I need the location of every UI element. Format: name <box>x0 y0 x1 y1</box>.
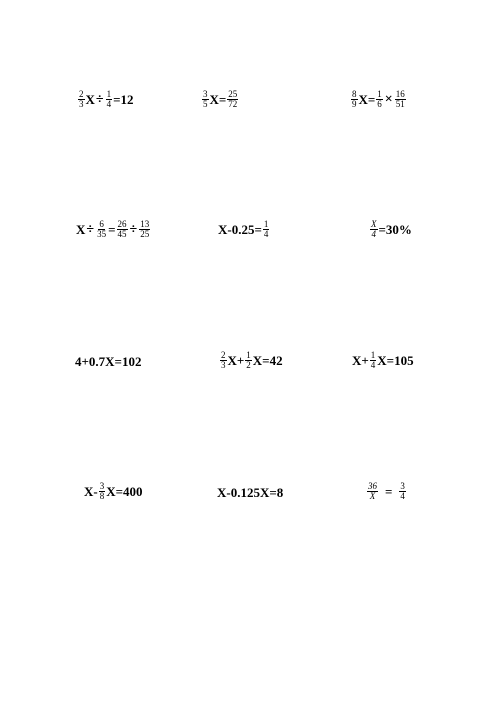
fraction: $\frac{1}{6}$ <box>377 89 382 110</box>
equation-6: $\frac{X}{4}$ =30% <box>371 219 412 240</box>
equation-8: $\frac{2}{3}$ X+ $\frac{1}{2}$ X=42 <box>221 350 283 371</box>
fraction: $\frac{36}{X}$ <box>368 481 377 502</box>
equation-3: $\frac{8}{9}$ X= $\frac{1}{6}$ × $\frac{16}{51}$ <box>352 89 405 110</box>
fraction: $\frac{13}{25}$ <box>140 219 150 240</box>
divide-sign: ÷ <box>129 221 138 237</box>
fraction: $\frac{3}{8}$ <box>99 481 105 502</box>
fraction: $\frac{X}{4}$ <box>371 219 377 240</box>
fraction: $\frac{16}{51}$ <box>395 89 405 110</box>
fraction: $\frac{8}{9}$ <box>352 89 357 110</box>
fraction: $\frac{1}{4}$ <box>106 89 112 110</box>
equation-9: X+ $\frac{1}{4}$ X=105 <box>352 350 414 371</box>
equation-12: $\frac{36}{X}$ = $\frac{3}{4}$ <box>368 481 405 502</box>
divide-sign: ÷ <box>95 91 104 107</box>
equation-10: X- $\frac{3}{8}$ X=400 <box>84 481 143 502</box>
equation-4: X ÷ $\frac{6}{35}$ = $\frac{26}{45}$ ÷ $\frac{13}{25}$ <box>76 219 150 240</box>
fraction: $\frac{3}{4}$ <box>400 481 405 502</box>
multiply-sign: × <box>384 91 393 107</box>
fraction: $\frac{6}{35}$ <box>97 219 107 240</box>
fraction: $\frac{25}{72}$ <box>228 89 238 110</box>
equation-5: X-0.25= $\frac{1}{4}$ <box>218 219 269 240</box>
divide-sign: ÷ <box>86 221 95 237</box>
fraction: $\frac{3}{5}$ <box>203 89 208 110</box>
equation-1: $\frac{2}{3}$ X ÷ $\frac{1}{4}$ =12 <box>79 89 134 110</box>
equation-2: $\frac{3}{5}$ X= $\frac{25}{72}$ <box>203 89 238 110</box>
fraction: $\frac{2}{3}$ <box>221 350 226 371</box>
fraction: $\frac{1}{2}$ <box>246 350 251 371</box>
fraction: $\frac{1}{4}$ <box>263 219 269 240</box>
fraction: $\frac{26}{45}$ <box>117 219 127 240</box>
equation-11: X-0.125X=8 <box>217 485 284 500</box>
equation-7: 4+0.7X=102 <box>75 354 142 369</box>
fraction: $\frac{2}{3}$ <box>79 89 84 110</box>
fraction: $\frac{1}{4}$ <box>370 350 376 371</box>
